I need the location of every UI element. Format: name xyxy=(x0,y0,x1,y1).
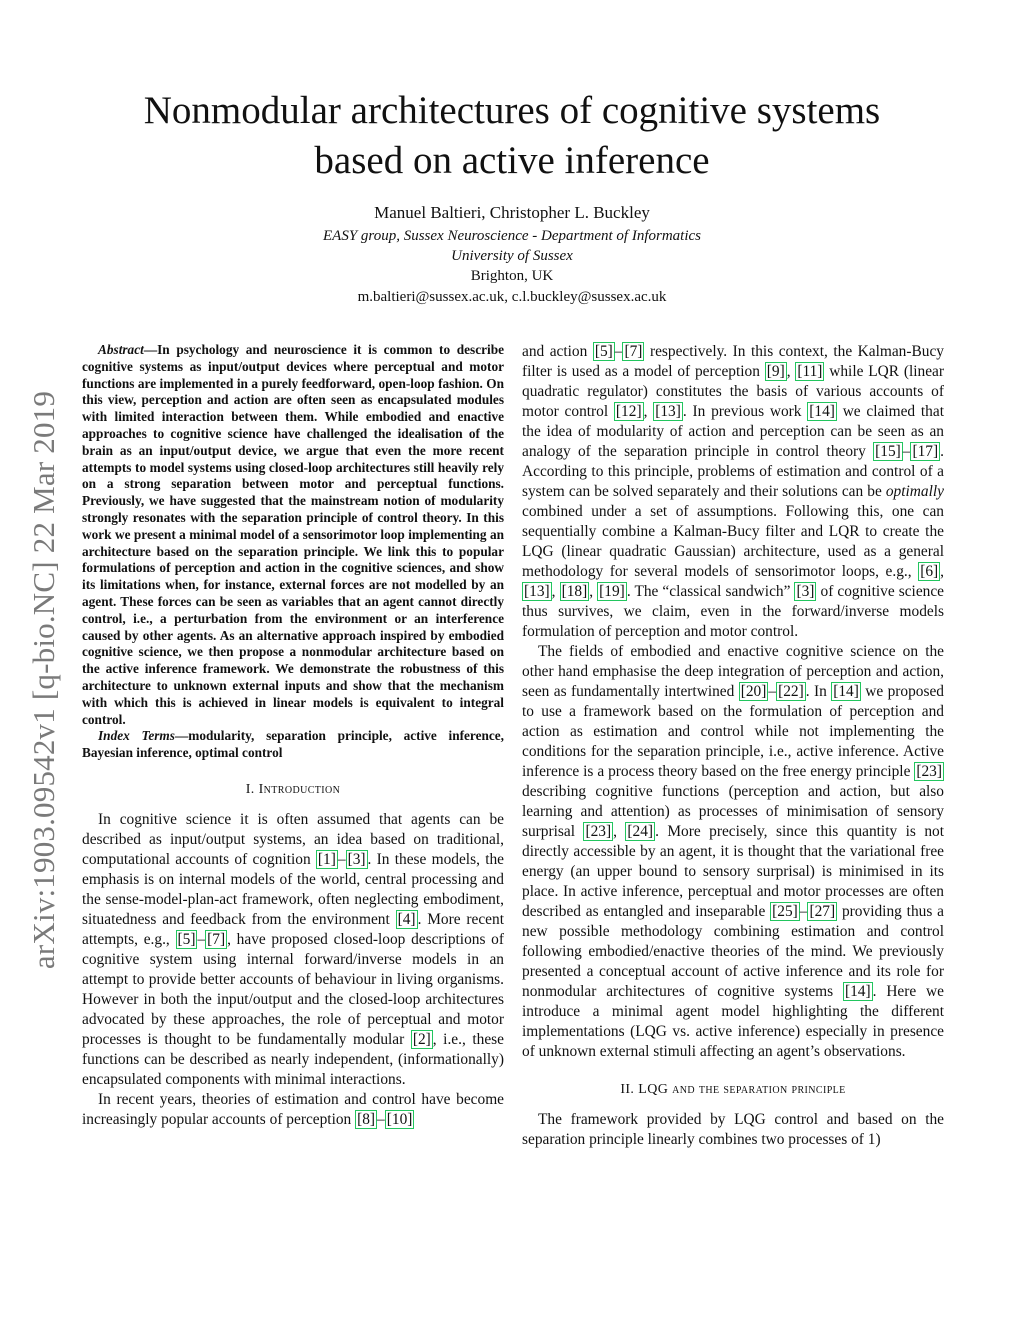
body-text: . In previous work xyxy=(682,403,808,420)
body-text: . More precisely, since this quantity is not directly accessible by an agent, it is thought that the variational free energy (an upper bound to sensory surprisal) is minimised in its place. In active inference, perceptual and motor processes are often described as entangled and inseparable xyxy=(522,823,944,920)
body-text: we claimed that the idea of modularity of action and perception can be seen as an analogy of the separation principle in control theory xyxy=(522,403,944,460)
citation-link[interactable]: [23] xyxy=(916,763,942,780)
citation-link[interactable]: [8] xyxy=(357,1110,376,1128)
citation-link[interactable]: [7] xyxy=(624,343,643,360)
body-text: while LQR (linear quadratic regulator) constitutes the basis of various accounts of motor control xyxy=(522,363,944,420)
citation-link[interactable]: [23] xyxy=(585,823,612,840)
body-text: The fields of embodied and enactive cognitive science on the other hand emphasise the deep integration of perception and action, seen as fundamentally intertwined xyxy=(522,643,944,700)
body-text: we proposed to use a framework based on the formulation of perception and action as estimation and control while not implementing the conditions for the separation principle, i.e., active inference. Active inference is a process theory based on the free energy principle xyxy=(522,683,944,780)
body-text: . According to this principle, problems of estimation and control of a system can be solved separately and their solutions can be xyxy=(522,443,944,500)
citation-link[interactable]: [12] xyxy=(615,403,642,420)
index-terms-lead: Index Terms xyxy=(98,728,175,744)
body-text: – xyxy=(337,850,346,868)
citation-link[interactable]: [3] xyxy=(796,583,815,600)
body-text: , xyxy=(613,823,626,840)
intro-paragraph-1 xyxy=(82,810,504,1090)
section-heading-introduction: I. Introduction xyxy=(245,781,341,797)
body-text: , i.e., these functions can be described as nearly independent, (informationally) encapsulated components with minimal interactions. xyxy=(82,1030,504,1088)
citation-link[interactable]: [14] xyxy=(833,683,859,700)
body-text: – xyxy=(377,1110,385,1128)
citation-link[interactable]: [24] xyxy=(627,823,654,840)
right-paragraph-1 xyxy=(522,342,944,642)
emphasis-text: optimally xyxy=(885,483,944,500)
body-text: , xyxy=(786,363,796,380)
body-text: , xyxy=(643,403,654,420)
citation-link[interactable]: [22] xyxy=(778,683,804,700)
body-text: respectively. In this context, the Kalman-Bucy filter is used as a model of perception xyxy=(522,343,944,380)
arxiv-identifier: arXiv:1903.09542v1 [q-bio.NC] 22 Mar 2019 xyxy=(26,390,61,970)
body-text: describing cognitive functions (perception and action, but also learning and attention) as processes of minimisation of sensory surprisal xyxy=(522,783,944,840)
citation-link[interactable]: [25] xyxy=(772,903,798,920)
citation-link[interactable]: [5] xyxy=(177,930,196,948)
title-line-1: Nonmodular architectures of cognitive systems xyxy=(143,89,881,132)
citation-link[interactable]: [27] xyxy=(809,903,836,920)
body-text: . The “classical sandwich” xyxy=(626,583,795,600)
body-text: , xyxy=(940,563,944,580)
citation-link[interactable]: [6] xyxy=(920,563,939,580)
citation-link[interactable]: [20] xyxy=(740,683,767,700)
right-paragraph-3: The framework provided by LQG control and based on the separation principle linearly combines two processes of 1) xyxy=(522,1111,944,1148)
body-text: combined under a set of assumptions. Following this, one can sequentially combine a Kalman-Bucy filter and LQR to create the LQG (linear quadratic Gaussian) architecture, used as a general methodology for several models of sensorimotor loops, e.g., xyxy=(522,503,944,580)
citation-link[interactable]: [3] xyxy=(347,850,366,868)
citation-link[interactable]: [11] xyxy=(797,363,823,380)
abstract xyxy=(82,342,504,728)
body-text: , have proposed closed-loop descriptions of cognitive system using internal forward/inverse models in an attempt to provide better accounts of behaviour in living organisms. However in both the input/output and the closed-loop architectures advocated by these approaches, the role of perceptual and motor processes is thought to be fundamentally modular xyxy=(82,930,504,1048)
body-text: – xyxy=(197,930,206,948)
citation-link[interactable]: [19] xyxy=(599,583,625,600)
citation-link[interactable]: [1] xyxy=(317,850,336,868)
body-text: – xyxy=(768,683,777,700)
body-text: In recent years, theories of estimation and control have become increasingly popular accounts of perception xyxy=(82,1090,504,1128)
citation-link[interactable]: [9] xyxy=(766,363,785,380)
body-text: In cognitive science it is often assumed that agents can be described as input/output systems, an idea based on traditional, computational accounts of cognition xyxy=(82,810,504,868)
author-emails: m.baltieri@sussex.ac.uk, c.l.buckley@sussex.ac.uk xyxy=(357,289,667,305)
body-text: . More recent attempts, e.g., xyxy=(82,910,504,948)
affiliation-group: EASY group, Sussex Neuroscience - Department of Informatics xyxy=(323,228,701,244)
citation-link[interactable]: [14] xyxy=(809,403,835,420)
citation-link[interactable]: [17] xyxy=(912,443,939,460)
index-terms-text: —modularity, separation principle, active inference, Bayesian inference, optimal control xyxy=(82,728,505,761)
intro-paragraph-2 xyxy=(82,1090,504,1130)
body-text: , xyxy=(551,583,560,600)
body-text: of cognitive science thus survives, we claim, even in the forward/inverse models formulation of perception and motor control. xyxy=(522,583,945,640)
citation-link[interactable]: [15] xyxy=(875,443,901,460)
citation-link[interactable]: [10] xyxy=(386,1110,413,1128)
right-column xyxy=(522,342,944,1150)
citation-link[interactable]: [5] xyxy=(594,343,613,360)
body-text: providing thus a new possible methodology combining estimation and control following embodied/enactive theories of the mind. We previously presented a conceptual account of active inference and its role for nonmodular architectures of cognitive systems xyxy=(522,903,944,1000)
body-text: . In these models, the emphasis is on internal models of the world, central processing and the sense-model-plan-act framework, often neglecting embodiment, situatedness and feedback from the environment xyxy=(82,850,504,928)
left-column xyxy=(82,342,504,1130)
citation-link[interactable]: [2] xyxy=(412,1030,431,1048)
paper-title xyxy=(80,86,944,186)
body-text: – xyxy=(614,343,623,360)
citation-link[interactable]: [13] xyxy=(524,583,550,600)
abstract-text: —In psychology and neuroscience it is common to describe cognitive systems as input/output devices where perceptual and motor functions are implemented in a purely feedforward, open-loop fashion. On this view, perception and action are often seen as encapsulated modules with limited interaction between them. While embodied and enactive approaches to cognitive science have challenged the idealisation of the brain as an input/output device, we argue that even the more recent attempts to model systems using closed-loop architectures still heavily rely on a strong separation between motor and perceptual functions. Previously, we have suggested that the mainstream notion of modularity strongly resonates with the separation principle of control theory. In this work we present a minimal model of a sensorimotor loop implementing an architecture based on the separation principle. We link this to popular formulations of perception and action in the cognitive sciences, and show its limitations when, for instance, external forces are not modelled by an agent. These forces can be seen as variables that an agent cannot directly control, i.e., a perturbation from the environment or an interference caused by other agents. As an alternative approach inspired by embodied cognitive science, we then propose a nonmodular architecture based on the active inference framework. We demonstrate the robustness of this architecture to unknown external inputs and show that the mechanism with which this is achieved in linear models is equivalent to integral control. xyxy=(82,342,504,727)
author-names: Manuel Baltieri, Christopher L. Buckley xyxy=(374,203,650,222)
body-text: – xyxy=(902,443,911,460)
citation-link[interactable]: [7] xyxy=(207,930,226,948)
affiliation-location: Brighton, UK xyxy=(470,268,554,284)
index-terms xyxy=(82,728,504,762)
body-text: and action xyxy=(522,343,593,360)
body-text: . In xyxy=(805,683,832,700)
title-line-2: based on active inference xyxy=(314,139,710,182)
body-text: – xyxy=(799,903,808,920)
citation-link[interactable]: [4] xyxy=(397,910,416,928)
section-heading-lqg: II. LQG and the separation principle xyxy=(620,1082,846,1097)
citation-link[interactable]: [18] xyxy=(561,583,588,600)
body-text: . Here we introduce a minimal agent model highlighting the different implementations (LQG vs. active inference) especially in presence of unknown external stimuli affecting an agent’s observations. xyxy=(522,983,944,1060)
right-paragraph-2 xyxy=(522,642,944,1062)
affiliation-university: University of Sussex xyxy=(451,248,573,264)
citation-link[interactable]: [14] xyxy=(844,983,871,1000)
abstract-lead: Abstract xyxy=(98,342,144,357)
citation-link[interactable]: [13] xyxy=(655,403,681,420)
body-text: , xyxy=(589,583,598,600)
